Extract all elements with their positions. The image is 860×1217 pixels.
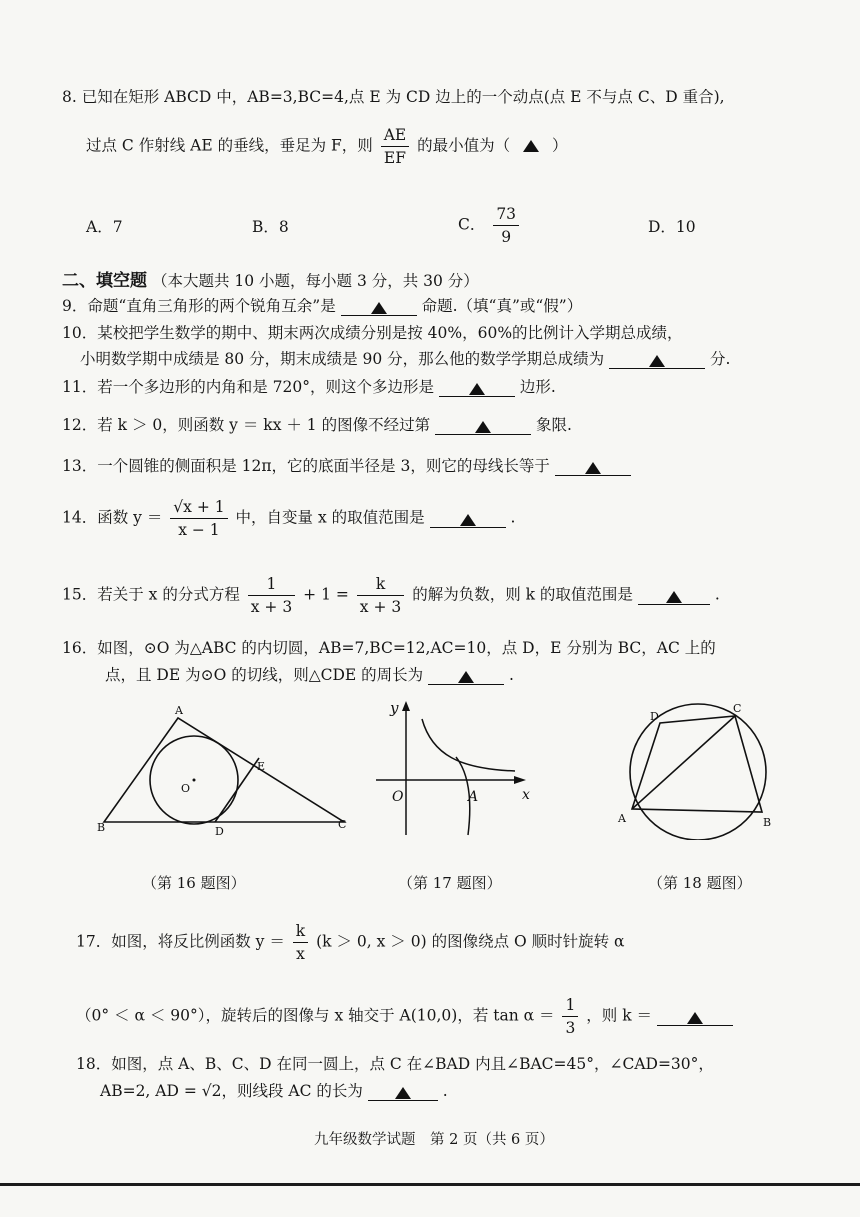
- answer-triangle-icon: [395, 1087, 411, 1099]
- q11-pre: 11．若一个多边形的内角和是 720°，则这个多边形是: [62, 378, 434, 396]
- q9-blank: [341, 297, 417, 316]
- q17-line2-post: ，则 k ＝: [586, 1006, 653, 1025]
- q14-den: x − 1: [178, 521, 220, 539]
- q8-option-c-label: C．: [458, 215, 486, 234]
- q15-mid: + 1 =: [303, 585, 349, 604]
- q15: [62, 573, 720, 618]
- q15-blank: [638, 586, 710, 605]
- q8-line1: 8. 已知在矩形 ABCD 中，AB=3,BC=4,点 E 为 CD 边上的一个动点(点 E 不与点 C、D 重合),: [62, 88, 725, 106]
- q10-line2-post: 分.: [710, 350, 731, 368]
- q17-fraction: [293, 920, 308, 965]
- q15-num1: 1: [248, 573, 295, 596]
- fig16-label-b: B: [97, 821, 106, 834]
- q17-tan-num: 1: [562, 994, 578, 1017]
- q13-blank: [555, 457, 631, 476]
- q12-pre: 12．若 k ＞ 0，则函数 y ＝ kx ＋ 1 的图像不经过第: [62, 416, 431, 434]
- q12-blank: [435, 416, 531, 435]
- q8-option-d: D．10: [648, 218, 696, 236]
- q13-pre: 13．一个圆锥的侧面积是 12π，它的底面半径是 3，则它的母线长等于: [62, 457, 550, 475]
- bottom-scan-line: [0, 1183, 860, 1186]
- q8-option-c-num: 73: [493, 203, 519, 226]
- q8-option-c: [458, 203, 522, 248]
- fig18-caption: （第 18 题图）: [648, 874, 752, 892]
- answer-triangle-icon: [469, 383, 485, 395]
- q11: [62, 376, 556, 398]
- q11-post: 边形.: [519, 378, 556, 396]
- answer-triangle-icon: [475, 421, 491, 433]
- q14-blank: [430, 509, 506, 528]
- q17-blank: [657, 1007, 733, 1026]
- q17-line2: [76, 994, 733, 1039]
- q17-line1-pre: 17．如图，将反比例函数 y ＝: [76, 932, 285, 951]
- answer-triangle-icon: [666, 591, 682, 603]
- y-axis-arrow-icon: [402, 701, 410, 711]
- q16-line2-pre: 点，且 DE 为⊙O 的切线，则△CDE 的周长为: [105, 666, 424, 684]
- q15-num2: k: [357, 573, 404, 596]
- fig17-label-o: O: [392, 789, 404, 805]
- q8-fraction: [381, 124, 410, 169]
- q13: [62, 455, 631, 477]
- answer-triangle-icon: [687, 1012, 703, 1024]
- fig18-label-c: C: [733, 702, 742, 715]
- q17-num: k: [293, 920, 308, 943]
- q15-post: 的解为负数，则 k 的取值范围是: [412, 585, 633, 604]
- triangle-abc: [104, 718, 344, 822]
- q14-mid: 中，自变量 x 的取值范围是: [235, 508, 425, 527]
- figure-17: [370, 695, 540, 845]
- q8-line2-post: 的最小值为（: [417, 136, 511, 155]
- q8-frac-num: AE: [381, 124, 410, 147]
- q9-post: 命题.（填“真”或“假”）: [421, 297, 583, 315]
- q16-blank: [428, 666, 504, 685]
- q14-pre: 14．函数 y ＝: [62, 508, 163, 527]
- q16-line2: [105, 664, 514, 686]
- center-point: [193, 779, 196, 782]
- q17-tan-den: 3: [565, 1019, 576, 1037]
- q18-line2-pre: AB=2, AD = √2，则线段 AC 的长为: [100, 1082, 363, 1100]
- section2-header: [62, 270, 479, 292]
- q15-pre: 15．若关于 x 的分式方程: [62, 585, 240, 604]
- page-footer: 九年级数学试题 第 2 页（共 6 页）: [314, 1132, 554, 1148]
- q8-option-c-fraction: [493, 203, 519, 248]
- q18-line2-post: .: [442, 1082, 448, 1100]
- answer-triangle-icon: [458, 671, 474, 683]
- circle: [630, 704, 766, 840]
- q8-line2-text: 过点 C 作射线 AE 的垂线，垂足为 F，则: [86, 136, 373, 155]
- x-axis-arrow-icon: [514, 776, 526, 784]
- q17-den: x: [296, 945, 305, 963]
- fig18-label-a: A: [618, 812, 626, 825]
- q10-line2: [80, 348, 730, 370]
- q8-close: ）: [552, 136, 568, 155]
- fig16-label-o: O: [181, 782, 191, 795]
- answer-triangle-icon: [585, 462, 601, 474]
- fig18-label-d: D: [650, 710, 659, 723]
- q14-fraction: [170, 496, 227, 541]
- q18-line2: [100, 1080, 448, 1102]
- fig16-label-d: D: [215, 825, 224, 838]
- section2-title: 二、填空题: [62, 271, 147, 291]
- q15-den2: x + 3: [359, 598, 402, 616]
- q14: [62, 496, 515, 541]
- fig16-caption: （第 16 题图）: [142, 874, 246, 892]
- q9-pre: 9．命题“直角三角形的两个锐角互余”是: [62, 297, 336, 315]
- q15-end: .: [714, 585, 720, 604]
- fig16-label-c: C: [338, 818, 347, 831]
- q15-fraction-2: [357, 573, 404, 618]
- q14-post: .: [510, 508, 516, 527]
- answer-triangle-icon: [460, 514, 476, 526]
- q9: [62, 295, 582, 317]
- answer-triangle-icon: [649, 355, 665, 367]
- q12-post: 象限.: [535, 416, 572, 434]
- q15-fraction-1: [248, 573, 295, 618]
- answer-triangle-icon: [371, 302, 387, 314]
- q8-option-b: B．8: [252, 218, 289, 236]
- q17-tan-fraction: [562, 994, 578, 1039]
- q16-line1: 16．如图，⊙O 为△ABC 的内切圆，AB=7,BC=12,AC=10，点 D，E 分别为 BC，AC 上的: [62, 639, 716, 657]
- fig17-label-y: y: [390, 699, 399, 717]
- q10-line2-pre: 小明数学期中成绩是 80 分，期末成绩是 90 分，那么他的数学学期总成绩为: [80, 350, 605, 368]
- q18-line1: 18．如图，点 A、B、C、D 在同一圆上，点 C 在∠BAD 内且∠BAC=45°，∠CAD=30°，: [76, 1055, 714, 1073]
- q10-line1: 10．某校把学生数学的期中、期末两次成绩分别是按 40%，60%的比例计入学期总成绩，: [62, 324, 683, 342]
- q10-blank: [609, 350, 705, 369]
- q18-blank: [368, 1082, 438, 1101]
- section2-note: （本大题共 10 小题，每小题 3 分，共 30 分）: [151, 272, 479, 290]
- fig17-label-a: A: [468, 789, 479, 805]
- fig16-label-e: E: [257, 760, 266, 773]
- q8-line2: [86, 124, 568, 169]
- q15-den1: x + 3: [250, 598, 293, 616]
- figure-16: [95, 700, 365, 850]
- hyperbola-curve: [422, 719, 515, 771]
- q16-line2-post: .: [509, 666, 514, 684]
- fig17-caption: （第 17 题图）: [398, 874, 502, 892]
- q14-num: √x + 1: [170, 496, 227, 519]
- q17-line2-pre: （0° ＜ α ＜ 90°），旋转后的图像与 x 轴交于 A(10,0)，若 tan α ＝: [76, 1006, 555, 1025]
- quad-abcd: [632, 716, 762, 812]
- fig17-label-x: x: [522, 787, 530, 803]
- answer-triangle-icon: [523, 140, 539, 152]
- q8-frac-den: EF: [383, 149, 406, 167]
- q17-line1: [76, 920, 625, 965]
- q12: [62, 414, 572, 436]
- fig16-label-a: A: [175, 704, 183, 717]
- fig18-label-b: B: [763, 816, 772, 829]
- figure-18: [615, 700, 790, 840]
- q17-line1-post: (k ＞ 0, x ＞ 0) 的图像绕点 O 顺时针旋转 α: [316, 932, 625, 951]
- q8-option-a: A．7: [86, 218, 123, 236]
- q8-option-c-den: 9: [501, 228, 512, 246]
- q11-blank: [439, 378, 515, 397]
